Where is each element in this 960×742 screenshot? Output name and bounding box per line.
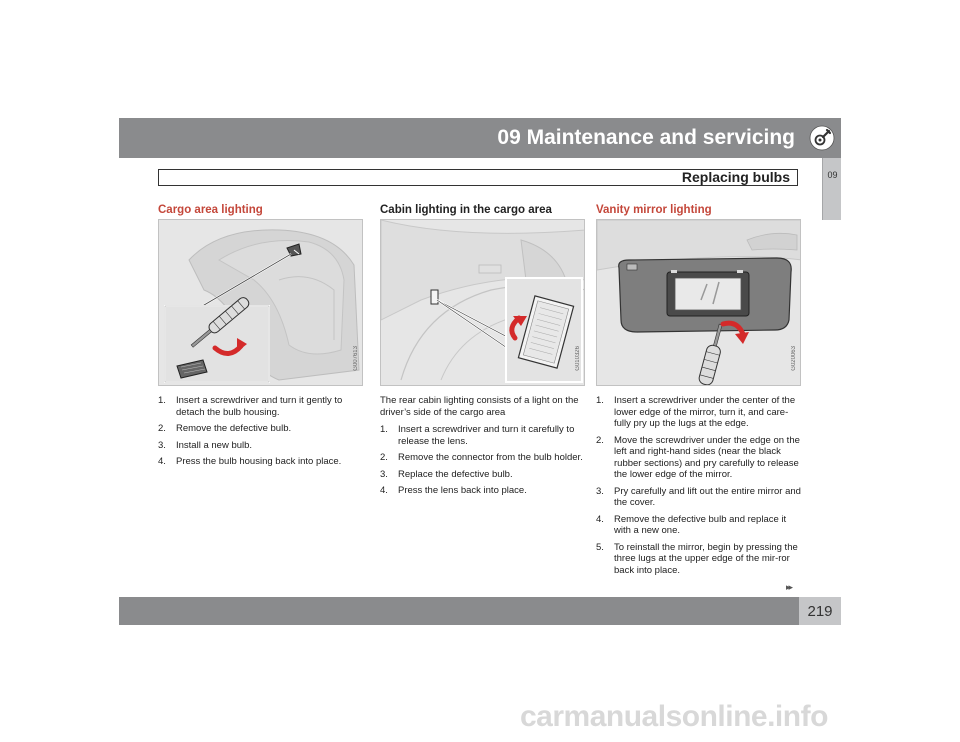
step-item (158, 423, 363, 435)
step-text: Insert a screwdriver and turn it carefully to release the lens. (398, 424, 575, 447)
figure-cargo-area-lighting (158, 219, 363, 386)
intro-cabin-lighting: The rear cabin lighting consists of a light on the driver’s side of the cargo area (380, 395, 579, 418)
step-text: Insert a screwdriver and turn it gently to detach the bulb housing. (176, 395, 343, 418)
step-number: 2. (380, 452, 388, 463)
step-text: Remove the defective bulb. (176, 423, 292, 434)
step-text: Pry carefully and lift out the entire mirror and the cover. (614, 485, 801, 508)
step-number: 2. (158, 423, 166, 434)
step-number: 3. (380, 468, 388, 480)
figure-cabin-lighting (380, 219, 585, 386)
step-number: 4. (380, 485, 388, 496)
step-item (596, 395, 801, 430)
section-header (158, 169, 798, 186)
column-vanity-mirror-lighting (596, 203, 801, 581)
step-item (158, 456, 363, 468)
step-item (158, 440, 363, 452)
step-number: 2. (596, 434, 604, 446)
chapter-title: 09 Maintenance and servicing (497, 126, 795, 149)
step-item (380, 452, 585, 464)
step-text: Move the screwdriver under the edge on the left and right-hand sides (near the black rubber sections) and pry carefully to release the lower edge of the mirror. (614, 434, 800, 480)
step-item (596, 542, 801, 577)
step-item (380, 424, 585, 447)
step-text: Press the bulb housing back into place. (176, 456, 342, 467)
heading-vanity-mirror-lighting: Vanity mirror lighting (596, 204, 712, 216)
watermark: carmanualsonline.info (520, 700, 828, 733)
chapter-tab[interactable] (822, 158, 841, 220)
steps-cargo-area (158, 395, 363, 468)
heading-cabin-lighting: Cabin lighting in the cargo area (380, 204, 552, 216)
figure-code-cargo: G007613 (353, 346, 359, 371)
steps-cabin-lighting (380, 424, 585, 497)
step-text: Insert a screwdriver under the center of the lower edge of the mirror, turn it, and care-fully pry up the lugs at the edge. (614, 395, 796, 429)
heading-cargo-area-lighting: Cargo area lighting (158, 204, 263, 216)
step-number: 4. (158, 456, 166, 467)
step-number: 1. (596, 395, 604, 406)
step-text: Replace the defective bulb. (398, 468, 513, 480)
step-item (596, 514, 801, 537)
chapter-tab-label: 09 (827, 170, 838, 180)
continue-arrows-icon: ▸▸ (786, 582, 792, 592)
step-text: Press the lens back into place. (398, 485, 527, 496)
step-number: 3. (596, 485, 604, 497)
step-number: 1. (380, 424, 388, 435)
step-number: 3. (158, 439, 166, 451)
step-item (158, 395, 363, 418)
figure-code-vanity: G020063 (791, 346, 797, 371)
chapter-icon-box (802, 118, 841, 158)
step-text: Remove the connector from the bulb holder. (398, 452, 583, 463)
column-cargo-area-lighting (158, 203, 363, 473)
section-title: Replacing bulbs (681, 169, 790, 185)
step-number: 5. (596, 541, 604, 553)
figure-code-cabin: G010326 (575, 346, 581, 371)
step-text: To reinstall the mirror, begin by pressing the three lugs at the upper edge of the mir-ror back into place. (614, 541, 798, 576)
step-text: Install a new bulb. (176, 439, 253, 451)
page-number-box (799, 597, 841, 625)
step-item (596, 486, 801, 509)
step-number: 1. (158, 395, 166, 406)
step-text: Remove the defective bulb and replace it with a new one. (614, 513, 787, 536)
wrench-gear-icon (809, 125, 835, 151)
footer-band (119, 597, 799, 625)
step-item (380, 469, 585, 481)
steps-vanity-mirror (596, 395, 801, 576)
step-item (380, 485, 585, 497)
chapter-header-band (119, 118, 841, 158)
step-number: 4. (596, 513, 604, 525)
page-number: 219 (807, 603, 833, 620)
step-item (596, 435, 801, 481)
column-cabin-lighting (380, 203, 585, 502)
figure-vanity-mirror (596, 219, 801, 386)
